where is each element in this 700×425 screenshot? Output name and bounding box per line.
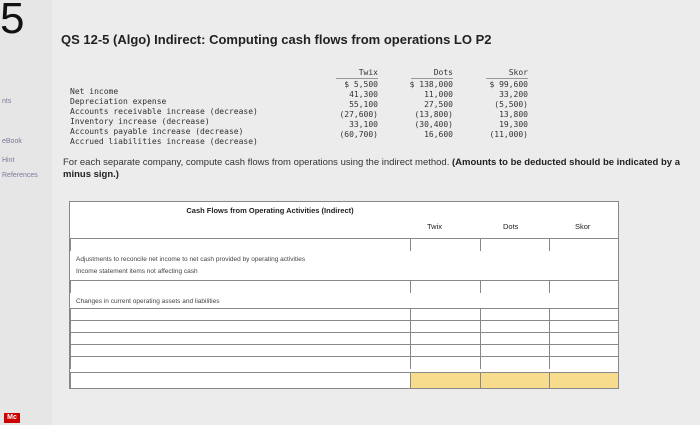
sidebar-link-points[interactable]: nts	[2, 98, 12, 105]
answer-input-dots[interactable]	[480, 357, 549, 369]
sidebar-link-hint[interactable]: Hint	[2, 157, 15, 164]
question-number: 5	[0, 0, 25, 43]
section-changes-label: Changes in current operating assets and liabilities	[76, 298, 220, 305]
cell-skor-net-income: $ 99,600	[489, 80, 528, 89]
cell-twix-ap: 33,100	[349, 120, 378, 129]
cell-skor-ap: 19,300	[499, 120, 528, 129]
table-row	[70, 238, 618, 251]
cell-twix-accrued: (60,700)	[339, 130, 378, 139]
cell-twix-depreciation: 41,300	[349, 90, 378, 99]
answer-input-skor[interactable]	[549, 357, 618, 369]
cell-skor-ar: (5,500)	[494, 100, 528, 109]
cell-twix-ar: 55,100	[349, 100, 378, 109]
cell-skor-depreciation: 33,200	[499, 90, 528, 99]
underline	[486, 78, 528, 79]
instruction-bold: (Amounts to be deducted should be indicated by a minus sign.)	[63, 157, 681, 180]
underline	[411, 78, 453, 79]
answer-label-cell[interactable]	[70, 373, 410, 388]
cell-dots-ar: 27,500	[424, 100, 453, 109]
answer-table-title: Cash Flows from Operating Activities (Indirect)	[186, 206, 354, 215]
answer-input-twix[interactable]	[410, 281, 480, 293]
cell-skor-accrued: (11,000)	[489, 130, 528, 139]
cell-twix-net-income: $ 5,500	[344, 80, 378, 89]
answer-total-twix[interactable]	[410, 373, 480, 388]
cell-dots-inventory: (13,800)	[414, 110, 453, 119]
answer-input-skor[interactable]	[549, 281, 618, 293]
col-header-twix: Twix	[358, 68, 378, 77]
cell-dots-ap: (30,400)	[414, 120, 453, 129]
section-noncash-items-label: Income statement items not affecting cash	[76, 268, 198, 275]
cell-twix-inventory: (27,600)	[339, 110, 378, 119]
cell-dots-depreciation: 11,000	[424, 90, 453, 99]
answer-label-cell[interactable]	[70, 281, 410, 293]
col-header-skor: Skor	[508, 68, 528, 77]
sidebar-link-ebook[interactable]: eBook	[2, 138, 22, 145]
answer-total-dots[interactable]	[480, 373, 549, 388]
answer-input-dots[interactable]	[480, 281, 549, 293]
col-header-dots: Dots	[433, 68, 453, 77]
table-row	[70, 280, 618, 293]
cell-skor-inventory: 13,800	[499, 110, 528, 119]
table-row	[70, 356, 618, 369]
section-adjustments-label: Adjustments to reconcile net income to net cash provided by operating activities	[76, 256, 306, 263]
cash-flows-answer-table	[69, 201, 619, 389]
page-title: QS 12-5 (Algo) Indirect: Computing cash flows from operations LO P2	[61, 32, 492, 47]
sidebar	[0, 0, 52, 425]
cell-dots-net-income: $ 138,000	[409, 80, 453, 89]
row-label-accounts-payable: Accounts payable increase (decrease)	[70, 127, 244, 136]
mc-badge: Mc	[4, 413, 20, 423]
answer-col-dots: Dots	[503, 222, 519, 231]
row-label-accrued-liabilities: Accrued liabilities increase (decrease)	[70, 137, 258, 146]
underline	[336, 78, 378, 79]
answer-label-cell[interactable]	[70, 357, 410, 369]
answer-input-twix[interactable]	[410, 357, 480, 369]
answer-label-cell[interactable]	[70, 239, 410, 251]
row-label-accounts-receivable: Accounts receivable increase (decrease)	[70, 107, 258, 116]
row-label-net-income: Net income	[70, 87, 119, 96]
cell-dots-accrued: 16,600	[424, 130, 453, 139]
answer-col-skor: Skor	[575, 222, 591, 231]
sidebar-link-references[interactable]: References	[2, 172, 38, 179]
answer-input-twix[interactable]	[410, 239, 480, 251]
answer-input-skor[interactable]	[549, 239, 618, 251]
instruction-text: For each separate company, compute cash flows from operations using the indirect method.	[63, 157, 450, 168]
table-row-total	[70, 372, 618, 388]
row-label-inventory: Inventory increase (decrease)	[70, 117, 210, 126]
answer-col-twix: Twix	[427, 222, 442, 231]
answer-total-skor[interactable]	[549, 373, 618, 388]
answer-input-dots[interactable]	[480, 239, 549, 251]
row-label-depreciation: Depreciation expense	[70, 97, 167, 106]
instructions	[63, 157, 693, 181]
